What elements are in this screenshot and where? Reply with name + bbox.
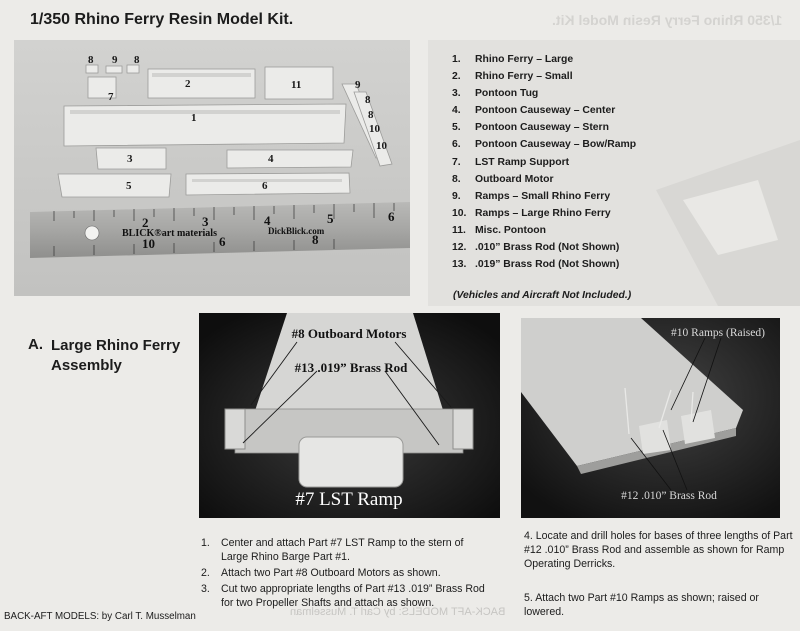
outboard-motor-left bbox=[225, 409, 245, 449]
part-label: 10 bbox=[376, 140, 387, 152]
ghost-footer: BACK-AFT MODELS: by Carl T. Musselman bbox=[290, 606, 506, 618]
part-label: 8 bbox=[365, 94, 371, 106]
parts-list-item: 13. .019” Brass Rod (Not Shown) bbox=[452, 259, 620, 271]
part-5-shape bbox=[58, 174, 171, 197]
parts-list-item: 6. Pontoon Causeway – Bow/Ramp bbox=[452, 139, 637, 151]
label-brass-rod-12: #12 .010” Brass Rod bbox=[621, 490, 717, 502]
part-label: 10 bbox=[369, 123, 380, 135]
ruler-brand: BLICK®art materials bbox=[122, 228, 217, 239]
parts-list-item: 1. Rhino Ferry – Large bbox=[452, 54, 574, 65]
ruler-number: 6 bbox=[388, 209, 395, 224]
section-title: Large Rhino Ferry Assembly bbox=[51, 337, 181, 374]
outboard-motor-right bbox=[453, 409, 473, 449]
part-label: 8 bbox=[368, 109, 374, 121]
assembly-photo-a-svg bbox=[199, 313, 500, 518]
ruler-number: 10 bbox=[142, 236, 155, 251]
label-brass-rod-13: #13 .019” Brass Rod bbox=[294, 360, 408, 375]
parts-list-item: 4. Pontoon Causeway – Center bbox=[452, 105, 616, 117]
ruler-number: 4 bbox=[264, 213, 271, 228]
parts-list-item: 3. Pontoon Tug bbox=[452, 88, 539, 100]
label-outboard-motors: #8 Outboard Motors bbox=[291, 326, 407, 341]
part-label: 3 bbox=[127, 153, 133, 165]
ruler-number: 8 bbox=[312, 232, 319, 247]
lst-ramp-part bbox=[299, 437, 403, 487]
assembly-step-5: 5. Attach two Part #10 Ramps as shown; raised or lowered. bbox=[524, 592, 759, 618]
footer-credit: BACK-AFT MODELS: by Carl T. Musselman bbox=[4, 611, 196, 622]
parts-photo-svg bbox=[14, 40, 410, 296]
ruler-number: 2 bbox=[142, 215, 149, 230]
ruler-hole bbox=[85, 226, 99, 240]
part-label: 5 bbox=[126, 180, 132, 192]
label-ramps-raised: #10 Ramps (Raised) bbox=[671, 327, 765, 339]
parts-list-item: 11. Misc. Pontoon bbox=[452, 224, 546, 236]
assembly-step: 2. Attach two Part #8 Outboard Motors as shown. bbox=[201, 567, 441, 579]
parts-list-item: 2. Rhino Ferry – Small bbox=[452, 71, 573, 83]
part-9-shape bbox=[106, 66, 122, 73]
assembly-step-4: 4. Locate and drill holes for bases of three lengths of Part #12 .010” Brass Rod and assemble as shown for Ramp Operating Derricks. bbox=[524, 530, 793, 570]
part-label: 9 bbox=[112, 54, 118, 66]
parts-list bbox=[452, 54, 636, 276]
part-8-shape-b bbox=[127, 65, 139, 73]
parts-photo bbox=[14, 40, 410, 296]
ghost-title: 1/350 Rhino Ferry Resin Model Kit. bbox=[552, 12, 783, 28]
part-label: 8 bbox=[88, 54, 94, 66]
exclusion-note: (Vehicles and Aircraft Not Included.) bbox=[453, 290, 632, 301]
ruler-number: 3 bbox=[202, 214, 209, 229]
part-label: 2 bbox=[185, 78, 191, 90]
assembly-step: 1. Center and attach Part #7 LST Ramp to the stern of Large Rhino Barge Part #1. bbox=[201, 537, 464, 563]
part-label: 7 bbox=[108, 91, 114, 103]
ruler-url: DickBlick.com bbox=[268, 226, 325, 236]
part-8-shape-a bbox=[86, 65, 98, 73]
parts-list-item: 7. LST Ramp Support bbox=[452, 156, 570, 168]
part-label: 1 bbox=[191, 112, 197, 124]
assembly-photo-b bbox=[521, 318, 780, 518]
parts-list-item: 5. Pontoon Causeway – Stern bbox=[452, 122, 609, 134]
parts-list-item: 12. .010” Brass Rod (Not Shown) bbox=[452, 242, 620, 254]
label-lst-ramp: #7 LST Ramp bbox=[295, 489, 403, 510]
ruler-number: 6 bbox=[219, 234, 226, 249]
part-label: 11 bbox=[291, 79, 302, 91]
parts-list-item: 8. Outboard Motor bbox=[452, 173, 554, 185]
ramp-right bbox=[681, 410, 715, 444]
part-4-shape bbox=[227, 150, 353, 168]
parts-list-item: 9. Ramps – Small Rhino Ferry bbox=[452, 190, 611, 202]
ruler-number: 5 bbox=[327, 211, 334, 226]
part-label: 9 bbox=[355, 79, 361, 91]
part-label: 8 bbox=[134, 54, 140, 66]
part-6-shape bbox=[186, 173, 350, 195]
assembly-photo-b-svg bbox=[521, 318, 780, 518]
page-title: 1/350 Rhino Ferry Resin Model Kit. bbox=[30, 11, 294, 28]
section-letter: A. bbox=[28, 336, 43, 353]
parts-list-item: 10. Ramps – Large Rhino Ferry bbox=[452, 207, 611, 219]
part-label: 4 bbox=[268, 153, 274, 165]
part-label: 6 bbox=[262, 180, 268, 192]
assembly-step: 3. Cut two appropriate lengths of Part #13 .019” Brass Rod for two Propeller Shafts and attach as shown. bbox=[201, 583, 485, 609]
assembly-photo-a bbox=[199, 313, 500, 518]
assembly-steps-left bbox=[201, 536, 501, 612]
